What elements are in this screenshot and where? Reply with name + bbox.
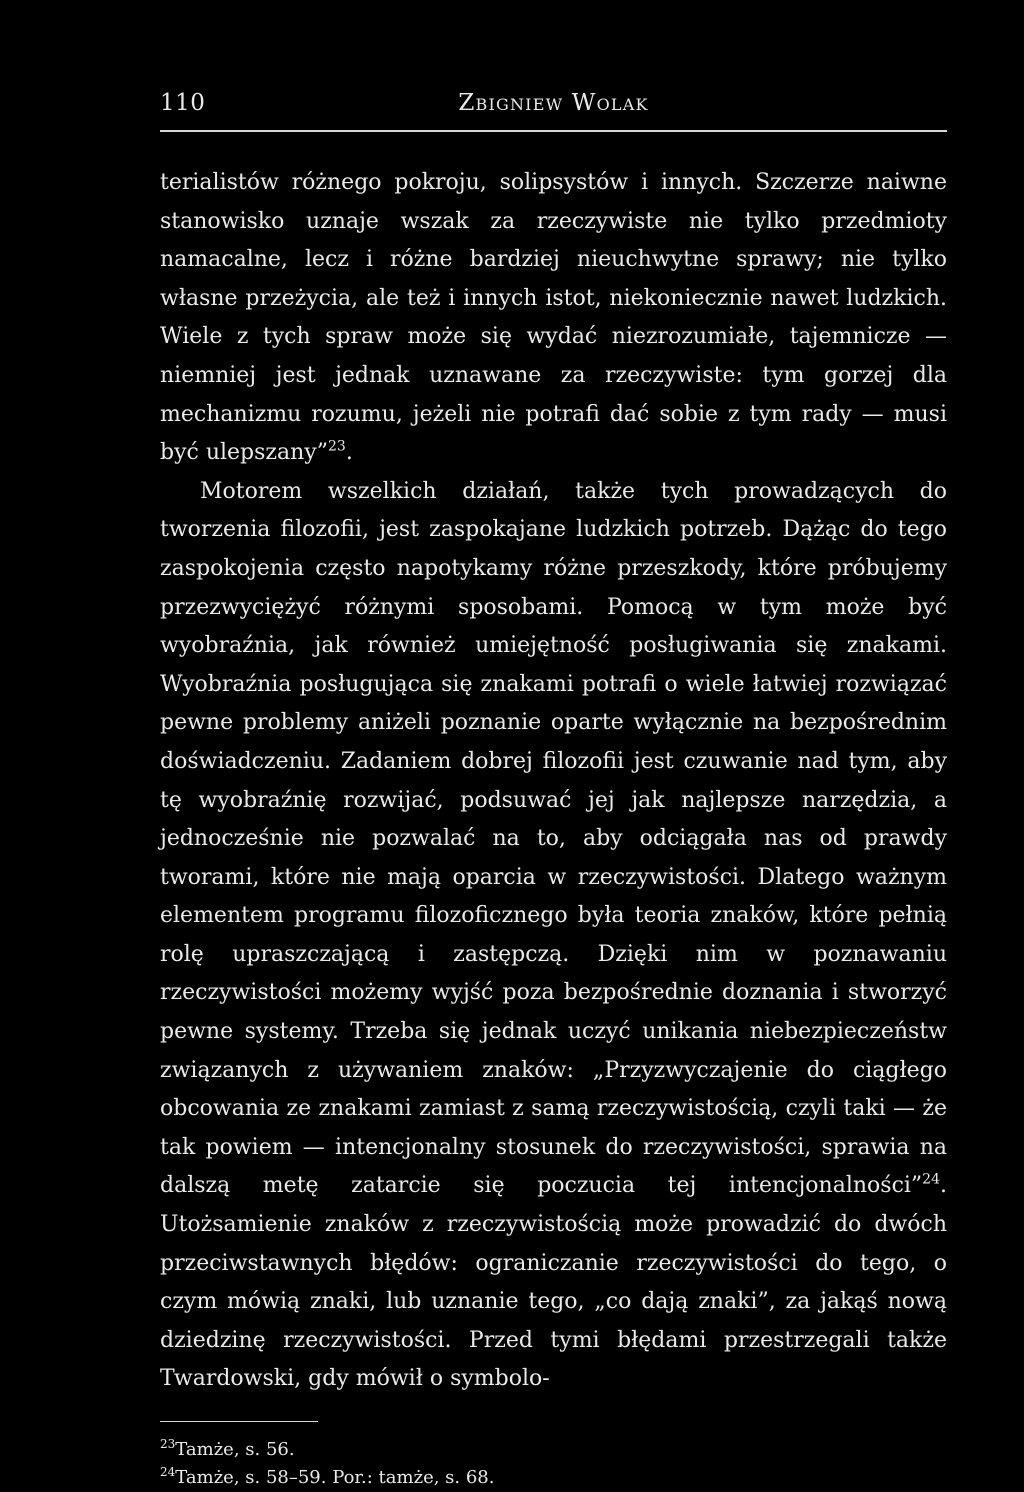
paragraph-1 (160, 164, 947, 473)
paragraph-2 (160, 473, 947, 1399)
page-header (160, 90, 947, 130)
footnote-number: 24 (160, 1465, 176, 1479)
footnote-ref-24[interactable]: 24 (922, 1172, 940, 1189)
paragraph-1-text: terialistów różnego pokroju, solipsystów i innych. Szczerze naiwne stanowisko uznaje wszak za rzeczywiste nie tylko przedmioty namacalne, lecz i różne bardziej nieuchwytne sprawy; nie tylko własne przeżycia, ale też i innych istot, niekoniecznie nawet ludzkich. Wiele z tych spraw może się wydać niezrozumiałe, tajemnicze — niemniej jest jednak uznawane za rzeczywiste: tym gorzej dla mechanizmu rozumu, jeżeli nie potrafi dać sobie z tym rady — musi być ulepszany” (160, 170, 947, 466)
footnote-23 (160, 1436, 947, 1464)
footnote-ref-23[interactable]: 23 (327, 438, 346, 455)
header-rule (160, 130, 947, 132)
footnote-number: 23 (160, 1437, 176, 1451)
paragraph-2-text-1: Motorem wszelkich działań, także tych prowadzących do tworzenia filozofii, jest zaspokajane ludzkich potrzeb. Dążąc do tego zaspokojenia często napotykamy różne przeszkody, które próbujemy przezwyciężyć różnymi sposobami. Pomocą w tym może być wyobraźnia, jak również umiejętność posługiwania się znakami. Wyobraźnia posługująca się znakami potrafi o wiele łatwiej rozwiązać pewne problemy aniżeli poznanie oparte wyłącznie na bezpośrednim doświadczeniu. Zadaniem dobrej filozofii jest czuwanie nad tym, aby tę wyobraźnię rozwijać, podsuwać jej jak najlepsze narzędzia, a jednocześnie nie pozwalać na to, aby odciągała nas od prawdy tworami, które nie mają oparcia w rzeczywistości. Dlatego ważnym elementem programu filozoficznego była teoria znaków, które pełnią rolę upraszczającą i zastępczą. Dzięki nim w poznawaniu rzeczywistości możemy wyjść poza bezpośrednie doznania i stworzyć pewne systemy. Trzeba się jednak uczyć unikania niebezpieczeństw związanych z używaniem znaków: „Przyzwyczajenie do ciągłego obcowania ze znakami zamiast z samą rzeczywistością, czyli taki — że tak powiem — intencjonalny stosunek do rzeczywistości, sprawia na dalszą metę zatarcie się poczucia tej intencjonalności” (160, 478, 947, 1199)
footnote-text: Tamże, s. 58–59. Por.: tamże, s. 68. (175, 1467, 495, 1488)
footnote-rule (160, 1421, 318, 1422)
footnotes (160, 1436, 947, 1492)
page-number: 110 (160, 90, 206, 116)
book-page (160, 90, 947, 1488)
paragraph-1-tail: . (345, 440, 353, 466)
body-text (160, 164, 947, 1399)
running-head: Zbigniew Wolak (458, 90, 649, 116)
footnote-24 (160, 1464, 947, 1492)
paragraph-2-text-2: . Utożsamienie znaków z rzeczywistością może prowadzić do dwóch przeciwstawnych błędów: ograniczanie rzeczywistości do tego, o czym mówią znaki, lub uznanie tego, „co dają znaki”, za jakąś nową dziedzinę rzeczywistości. Przed tymi błędami przestrzegali także Twardowski, gdy mówił o symbolo- (160, 1173, 947, 1392)
footnote-text: Tamże, s. 56. (175, 1439, 295, 1460)
